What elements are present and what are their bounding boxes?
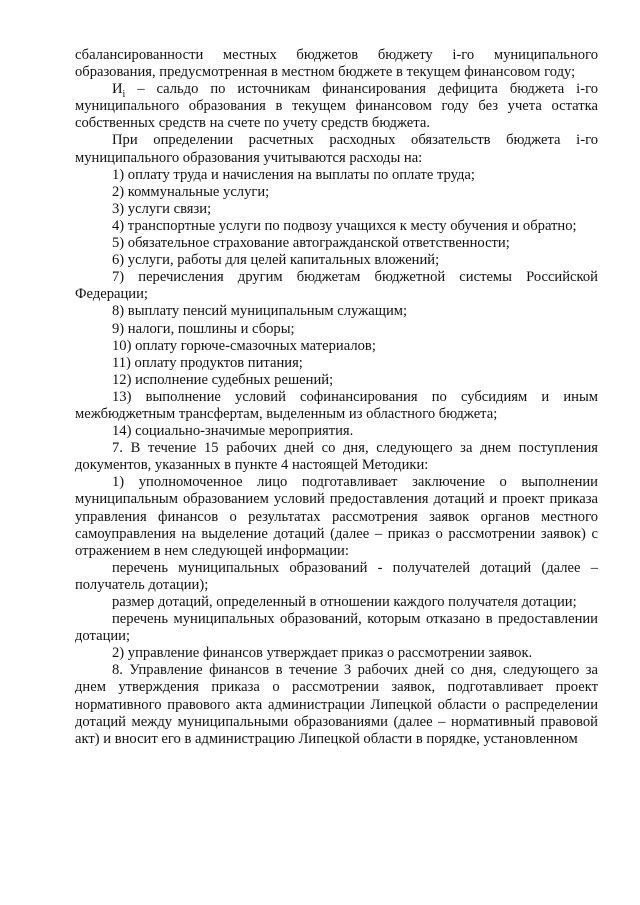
symbol-definition-text: – сальдо по источникам финансирования дефицита бюджета i-го муниципального образования в текущем финансовом году без учета остатка собственных средств на счете по учету средств бюджета. [75, 81, 598, 132]
list-item: 14) социально-значимые мероприятия. [112, 423, 354, 440]
list-item: 7) перечисления другим бюджетам бюджетной системы Российской Федерации; [75, 269, 598, 303]
list-item: 4) транспортные услуги по подвозу учащихся к месту обучения и обратно; [112, 217, 577, 234]
list-item: 12) исполнение судебных решений; [112, 371, 334, 388]
list-item: 6) услуги, работы для целей капитальных вложений; [112, 252, 440, 269]
paragraph: сбалансированности местных бюджетов бюджету i-го муниципального образования, предусмотренная в местном бюджете в текущем финансовом году; [75, 47, 598, 81]
document-page [75, 47, 598, 748]
paragraph: При определении расчетных расходных обязательств бюджета i-го муниципального образования учитываются расходы на: [75, 132, 598, 166]
paragraph: 1) уполномоченное лицо подготавливает заключение о выполнении муниципальным образованием условий предоставления дотаций и проект приказа управления финансов о результатах рассмотрения заявок органов местного самоуправления на выделение дотаций (далее – приказ о рассмотрении заявок) с отражением в нем следующей информации: [75, 474, 598, 559]
list-item: 8) выплату пенсий муниципальным служащим; [112, 303, 408, 320]
paragraph: перечень муниципальных образований, которым отказано в предоставлении дотации; [75, 611, 598, 645]
list-item: 3) услуги связи; [112, 200, 212, 217]
list-item: 1) оплату труда и начисления на выплаты по оплате труда; [112, 166, 475, 183]
symbol-subscript: i [122, 89, 126, 101]
list-item: 2) коммунальные услуги; [112, 183, 270, 200]
paragraph-symbol-definition [75, 81, 598, 132]
paragraph: 2) управление финансов утверждает приказ о рассмотрении заявок. [112, 645, 533, 662]
list-item: 5) обязательное страхование автогражданской ответственности; [112, 235, 510, 252]
list-item: 9) налоги, пошлины и сборы; [112, 320, 295, 337]
paragraph: 8. Управление финансов в течение 3 рабочих дней со дня, следующего за днем утверждения приказа о рассмотрении заявок, подготавливает проект нормативного правового акта администрации Липецкой области о распределении дотаций между муниципальными образованиями (далее – нормативный правовой акт) и вносит его в администрацию Липецкой области в порядке, установленном [75, 662, 598, 747]
paragraph: 7. В течение 15 рабочих дней со дня, следующего за днем поступления документов, указанных в пункте 4 настоящей Методики: [75, 440, 598, 474]
list-item: 13) выполнение условий софинансирования по субсидиям и иным межбюджетным трансфертам, выделенным из областного бюджета; [75, 388, 598, 422]
paragraph: перечень муниципальных образований - получателей дотаций (далее – получатель дотации); [75, 559, 598, 593]
paragraph: размер дотаций, определенный в отношении каждого получателя дотации; [112, 594, 577, 610]
list-item: 11) оплату продуктов питания; [112, 354, 303, 371]
symbol-letter: И [112, 81, 123, 98]
list-item: 10) оплату горюче-смазочных материалов; [112, 337, 376, 354]
